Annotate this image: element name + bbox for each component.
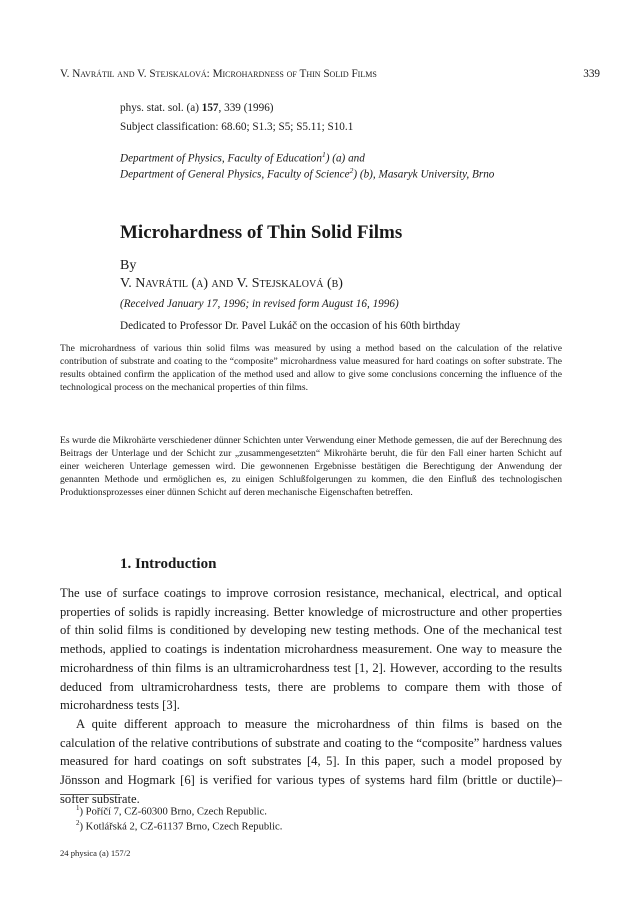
affiliation-2 bbox=[120, 166, 494, 181]
page-number: 339 bbox=[583, 68, 600, 80]
footnote-1-text: ) Poříčí 7, CZ-60300 Brno, Czech Republic. bbox=[79, 806, 267, 818]
byline: By bbox=[120, 258, 137, 273]
affiliation-2-mark: 2 bbox=[349, 166, 354, 175]
journal-volume: 157 bbox=[201, 102, 219, 114]
dedication: Dedicated to Professor Dr. Pavel Lukáč on the occasion of his 60th birthday bbox=[120, 320, 461, 332]
journal-citation bbox=[120, 102, 274, 114]
affiliation-1-tail: ) (a) and bbox=[325, 152, 365, 165]
footnote-2-text: ) Kotlářská 2, CZ-61137 Brno, Czech Republic. bbox=[79, 821, 283, 833]
affiliation-1-text: Department of Physics, Faculty of Education bbox=[120, 152, 322, 165]
page-footer: 24 physica (a) 157/2 bbox=[60, 848, 131, 858]
introduction-body bbox=[60, 584, 562, 808]
paper-title: Microhardness of Thin Solid Films bbox=[120, 222, 403, 243]
footnote-divider bbox=[60, 794, 120, 795]
running-head-title: V. Navrátil and V. Stejskalová: Microhardness of Thin Solid Films bbox=[60, 68, 377, 80]
affiliation-1-mark: 1 bbox=[321, 150, 326, 159]
authors: V. Navrátil (a) and V. Stejskalová (b) bbox=[120, 276, 343, 291]
abstract-german: Es wurde die Mikrohärte verschiedener dünner Schichten unter Verwendung einer Methode gemessen, die auf der Berechnung des Beitrags der Unterlage und der Schicht zur „zusammengesetzten“ Mikrohärte beruht, die für den Fall einer harten Schicht auf einer weicheren Unterlage gemessen wird. Die gewonnenen Ergebnisse bestätigen die Berechtigung der Anwendung der genannten Methode und ermöglichen es, zu einigen Schlußfolgerungen zu kommen, die den Einfluß des technologischen Produktionsprozesses einer dünnen Schicht auf deren mechanische Eigenschaften betreffen. bbox=[60, 435, 562, 498]
footnote-2 bbox=[76, 819, 282, 833]
abstract-english: The microhardness of various thin solid films was measured by using a method based on the calculation of the relative contribution of substrate and coating to the “composite” microhardness value measured for hard coatings on softer substrate. The results obtained confirm the application of the method used and allow to give some conclusions concerning the influence of the technological process on the mechanical properties of thin films. bbox=[60, 343, 562, 393]
footnote-1-mark: 1 bbox=[76, 804, 80, 812]
paragraph-1: The use of surface coatings to improve corrosion resistance, mechanical, electrical, and optical properties of solids is rapidly increasing. Better knowledge of microstructure and other properties of thin solid films is conditioned by developing new testing methods. One of the mechanical test methods, applied to coatings is indentation microhardness measurement. One way to measure the microhardness of thin films is an ultramicrohardness test [1, 2]. However, according to the results deduced from ultramicrohardness tests, there are problems to compare them with those of microhardness tests [3]. bbox=[60, 586, 562, 713]
affiliation-1 bbox=[120, 150, 365, 165]
footnote-1 bbox=[76, 804, 267, 818]
running-head bbox=[60, 68, 600, 80]
received-dates: (Received January 17, 1996; in revised form August 16, 1996) bbox=[120, 298, 399, 310]
affiliation-2-tail: ) (b), Masaryk University, Brno bbox=[353, 168, 495, 181]
journal-name: phys. stat. sol. (a) bbox=[120, 102, 202, 114]
section-heading-introduction: 1. Introduction bbox=[120, 556, 217, 572]
paragraph-2: A quite different approach to measure the microhardness of thin films is based on the calculation of the relative contributions of substrate and coating to the “composite” hardness values measured for hard coatings on soft substrates [4, 5]. In this paper, such a model proposed by Jönsson and Hogmark [6] is verified for various types of systems hard film (brittle or ductile)–softer substrate. bbox=[60, 716, 562, 806]
affiliation-2-text: Department of General Physics, Faculty of Science bbox=[120, 168, 350, 181]
footnote-2-mark: 2 bbox=[76, 819, 80, 827]
subject-classification: Subject classification: 68.60; S1.3; S5; S5.11; S10.1 bbox=[120, 121, 354, 133]
journal-rest: , 339 (1996) bbox=[218, 102, 274, 114]
